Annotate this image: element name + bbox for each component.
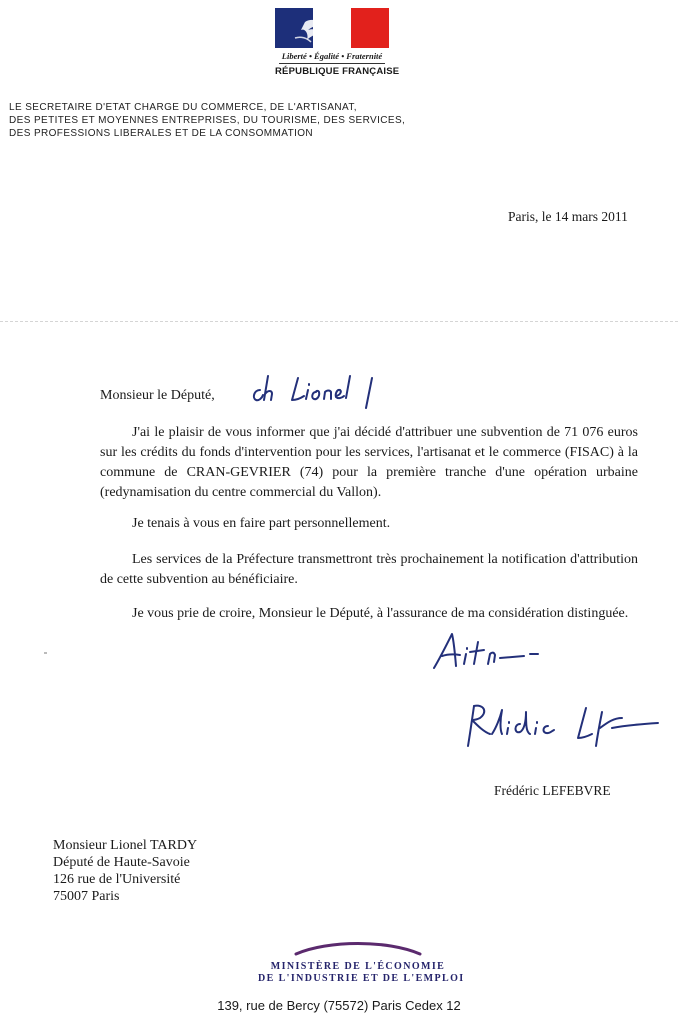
- address-line: Monsieur Lionel TARDY: [53, 838, 198, 853]
- secretary-heading: [9, 101, 405, 140]
- paper-fold-line: [0, 321, 678, 322]
- secretary-line: LE SECRETAIRE D'ETAT CHARGE DU COMMERCE, DE L'ARTISANAT,: [9, 102, 357, 113]
- handwritten-closing: [430, 628, 550, 676]
- marianne-logo: [275, 8, 400, 77]
- logo-divider: [279, 63, 385, 64]
- body-paragraph: [100, 514, 638, 534]
- ministry-logo: [258, 938, 465, 985]
- paragraph-text: Les services de la Préfecture transmettront très prochainement la notification d'attribution de cette subvention au bénéficiaire.: [100, 552, 638, 587]
- address-line: 75007 Paris: [53, 889, 120, 904]
- letter-date: Paris, le 14 mars 2011: [508, 209, 628, 224]
- ministry-name-line1: MINISTÈRE DE L'ÉCONOMIE: [270, 961, 446, 972]
- signer-name: Frédéric LEFEBVRE: [494, 783, 611, 798]
- body-paragraph: [100, 550, 638, 590]
- ministry-arc-icon: [288, 938, 428, 956]
- marianne-profile-icon: [275, 8, 389, 48]
- republic-motto: Liberté • Égalité • Fraternité: [281, 51, 383, 61]
- address-line: Député de Haute-Savoie: [53, 855, 190, 870]
- republic-name: RÉPUBLIQUE FRANÇAISE: [275, 66, 400, 77]
- tricolor-flag: [275, 8, 389, 48]
- address-line: 126 rue de l'Université: [53, 872, 181, 887]
- handwritten-signature: [462, 698, 662, 754]
- ministry-address: 139, rue de Bercy (75572) Paris Cedex 12: [217, 998, 461, 1013]
- paper-speck: [44, 652, 47, 654]
- paragraph-text: J'ai le plaisir de vous informer que j'ai décidé d'attribuer une subvention de 71 076 euros sur les crédits du fonds d'intervention pour les services, l'artisanat et le commerce (FISAC) à la commune de CRAN-GEVRIER (74) pour la première tranche d'une opération urbaine (redynamisation du centre commercial du Vallon).: [100, 425, 638, 500]
- ministry-name-line2: DE L'INDUSTRIE ET DE L'EMPLOI: [258, 973, 465, 984]
- handwritten-greeting: [246, 368, 386, 416]
- recipient-address: [53, 837, 197, 905]
- body-paragraph: [100, 604, 638, 624]
- body-paragraph: [100, 423, 638, 503]
- paragraph-text: Je vous prie de croire, Monsieur le Député, à l'assurance de ma considération distinguée.: [132, 606, 629, 621]
- secretary-line: DES PETITES ET MOYENNES ENTREPRISES, DU TOURISME, DES SERVICES,: [9, 115, 406, 126]
- secretary-line: DES PROFESSIONS LIBERALES ET DE LA CONSOMMATION: [9, 128, 314, 139]
- salutation: Monsieur le Député,: [100, 388, 215, 403]
- paragraph-text: Je tenais à vous en faire part personnellement.: [132, 516, 391, 531]
